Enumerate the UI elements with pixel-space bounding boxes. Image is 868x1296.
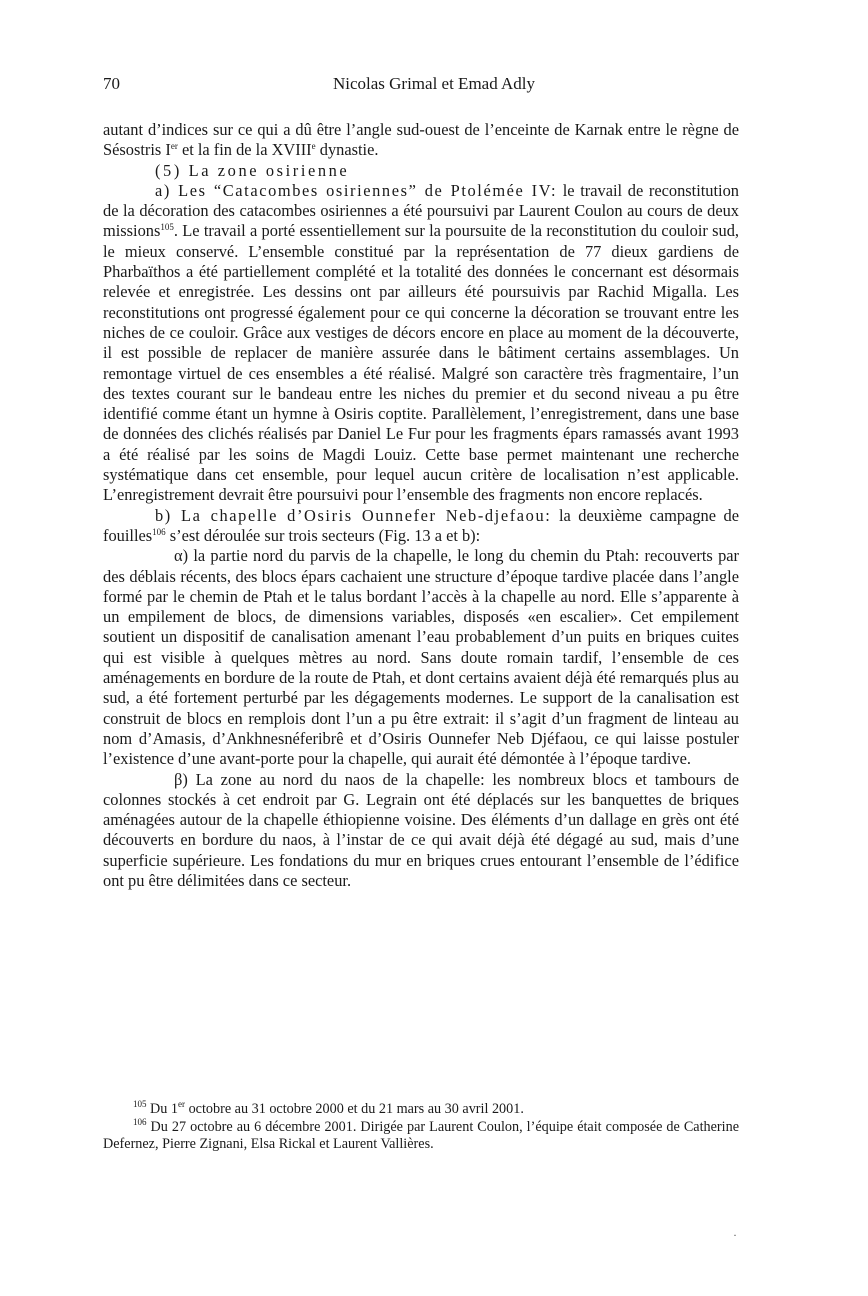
paragraph-chapelle: b) La chapelle d’Osiris Ounnefer Neb-djefaou: la deuxième campagne de fouilles$^{106}$ s’est déroulée sur trois secteurs (Fig. 13 a et b): — [103, 505, 740, 545]
section-heading: (5) La zone osirienne — [155, 160, 350, 180]
main-text — [103, 120, 739, 891]
footnotes — [103, 1101, 739, 1154]
paragraph-catacombes: a) Les “Catacombes osiriennes” de Ptolémée IV: le travail de reconstitution de la décoration des catacombes osiriennes a été poursuivi par Laurent Coulon au cours de deux missions$^{105}$. Le travail a porté essentiellement sur la poursuite de la reconstitution du couloir sud, le mieux conservé. L’ensemble constitué par la représentation de 77 dieux gardiens de Pharbaïthos a été partiellement complété et la totalité des données le concernant est désormais relevée et enregistrée. Les dessins ont par ailleurs été poursuivis par Rachid Migalla. Les reconstitutions ont progressé également pour ce qui concerne la décoration se trouvant entre les niches de ce couloir. Grâce aux vestiges de décors encore en place au moment de la découverte, il est possible de replacer de manière assurée dans le bâtiment certains assemblages. Un remontage virtuel de ces ensembles a été réalisé. Malgré son caractère très fragmentaire, l’un des textes courant sur le bandeau entre les niches du premier et du second niveau a pu être identifié comme étant un hymne à Osiris coptite. Parallèlement, l’enregistrement, dans une base de données des clichés réalisés par Daniel Le Fur pour les fragments épars ramassés avant 1993 a été réalisé par les soins de Magdi Louiz. Cette base permet maintenant une recherche systématique dans cet ensemble, pour lequel aucun critère de localisation n’est applicable. L’enregistrement devrait être poursuivi pour l’ensemble des fragments non encore replacés. — [103, 180, 740, 505]
footnote-ref: 105 — [160, 222, 174, 233]
footnote-105: $^{105}$ Du 1er octobre au 31 octobre 2000 et du 21 mars au 30 avril 2001. — [133, 1099, 524, 1117]
footnote-ref: 106 — [152, 526, 166, 537]
stray-mark: · — [733, 1228, 737, 1242]
paragraph-beta: β) La zone au nord du naos de la chapelle: les nombreux blocs et tambours de colonnes stockés à cet endroit par G. Legrain ont été déplacés sur les banquettes de briques aménagées autour de la chapelle éthiopienne voisine. Des éléments d’un dallage en grès ont été découverts en bordure du naos, à l’instar de ce qui avait déjà été dégagé au sud, mais d’une superficie supérieure. Les fondations du mur en briques crues entourant l’ensemble de l’édifice ont pu être délimitées dans ce secteur. — [103, 769, 739, 890]
paragraph-label: b) La chapelle d’Osiris Ounnefer Neb-djefaou: — [155, 505, 552, 525]
paragraph-alpha: α) la partie nord du parvis de la chapelle, le long du chemin du Ptah: recouverts par des déblais récents, des blocs épars cachaient une structure d’époque tardive placée dans l’angle formé par le chemin de Ptah et le talus bordant l’accès à la chapelle au nord. Elle s’apparente à un empilement de blocs, de dimensions variables, disposés «en escalier». Cet empilement soutient un dispositif de canalisation amenant l’eau probablement d’un puits en briques cuites qui est visible à quelques mètres au nord. Sans doute romain tardif, l’ensemble de ces aménagements en bordure de la route de Ptah, et dont certains avaient déjà été remarqués plus au sud, a été fortement perturbé par les dégagements modernes. Le support de la canalisation est construit de blocs en remplois dont l’un a pu être extrait: il s’agit d’un fragment de linteau au nom d’Amasis, d’Ankhnesnéferibrê et d’Osiris Ounnefer Neb Djéfaou, ce qui laisse postuler l’existence d’une avant-porte pour la chapelle, qui aurait été démontée à l’époque tardive. — [103, 546, 739, 769]
paragraph-label: a) Les “Catacombes osiriennes” de Ptolémée IV: — [155, 180, 558, 200]
page-number: 70 — [103, 74, 120, 93]
running-header-authors: Nicolas Grimal et Emad Adly — [332, 74, 536, 93]
paragraph-intro: autant d’indices sur ce qui a dû être l’angle sud-ouest de l’enceinte de Karnak entre le règne de Sésostris Ier et la fin de la XVIIIe dynastie. — [103, 120, 739, 160]
footnote-106: $^{106}$ Du 27 octobre au 6 décembre 2001. Dirigée par Laurent Coulon, l’équipe était composée de Catherine Defernez, Pierre Zignani, Elsa Rickal et Laurent Vallières. — [103, 1116, 739, 1152]
